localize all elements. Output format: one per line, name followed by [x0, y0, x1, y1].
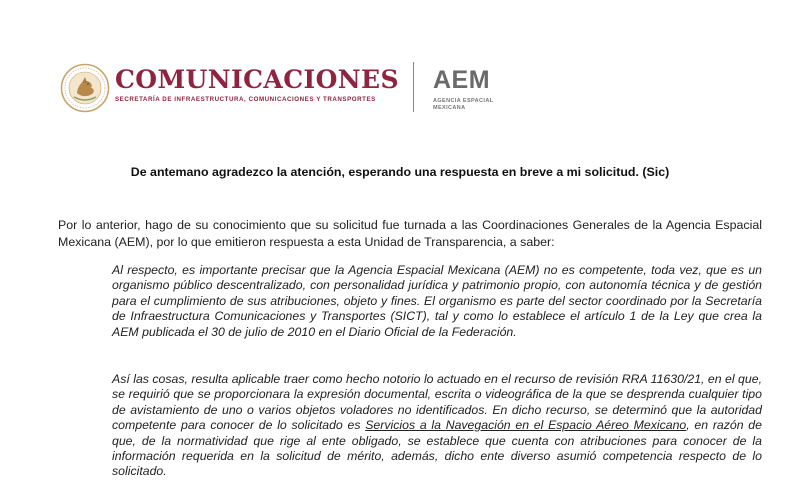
brand-subtitle: SECRETARÍA DE INFRAESTRUCTURA, COMUNICACIONES Y TRANSPORTES: [115, 96, 376, 103]
intro-paragraph: Por lo anterior, hago de su conocimiento que su solicitud fue turnada a las Coordinaciones Generales de la Agencia Espacial Mexicana (AEM), por lo que emitieron respuesta a esta Unidad de Transparencia, a saber:: [58, 218, 762, 249]
national-seal-icon: [60, 63, 110, 113]
response-paragraph-1-text: Al respecto, es importante precisar que la Agencia Espacial Mexicana (AEM) no es competente, toda vez, que es un organismo público descentralizado, con personalidad jurídica y patrimonio propio, con autonomía técnica y de gestión para el cumplimiento de sus atribuciones, objeto y fines. El organismo es parte del sector coordinado por la Secretaría de Infraestructura Comunicaciones y Transportes (SICT), tal y como lo establece el artículo 1 de la Ley que crea la AEM publicada el 30 de julio de 2010 en el Diario Oficial de la Federación.: [112, 263, 762, 339]
response-paragraph-1: [112, 263, 762, 340]
paragraph-2-text-after: , en razón de que, de la normatividad que rige al ente obligado, se establece que cuenta con atribuciones para conocer de la información requerida en la solicitud de mérito, además, dicho ente diverso asumió competencia respecto de lo solicitado.: [112, 418, 762, 479]
brand-title: COMUNICACIONES: [115, 65, 399, 94]
agency-name-line2: MEXICANA: [433, 104, 466, 111]
paragraph-2-text-before: Así las cosas, resulta aplicable traer como hecho notorio lo actuado en el recurso de revisión RRA 11630/21, en el que, se requirió que se proporcionara la expresión documental, escrita o videográfica de la que se desprenda cualquier tipo de avistamiento de uno o varios objetos voladores no identificados. En dicho recurso, se determinó que la autoridad competente para conocer de lo solicitado es: [112, 372, 762, 433]
agency-name-line1: AGENCIA ESPACIAL: [433, 98, 494, 104]
response-paragraph-2: [112, 372, 762, 480]
agency-block: [433, 66, 494, 111]
response-paragraph-2-text: [112, 372, 762, 480]
seneam-link[interactable]: Servicios a la Navegación en el Espacio Aéreo Mexicano: [365, 418, 687, 433]
letterhead: [60, 60, 760, 116]
header-divider: [413, 62, 414, 112]
request-closing-quote: De antemano agradezco la atención, esperando una respuesta en breve a mi solicitud. (Sic): [130, 165, 670, 179]
agency-acronym: AEM: [433, 66, 491, 94]
brand-block: [115, 66, 399, 103]
agency-name: [433, 98, 494, 111]
